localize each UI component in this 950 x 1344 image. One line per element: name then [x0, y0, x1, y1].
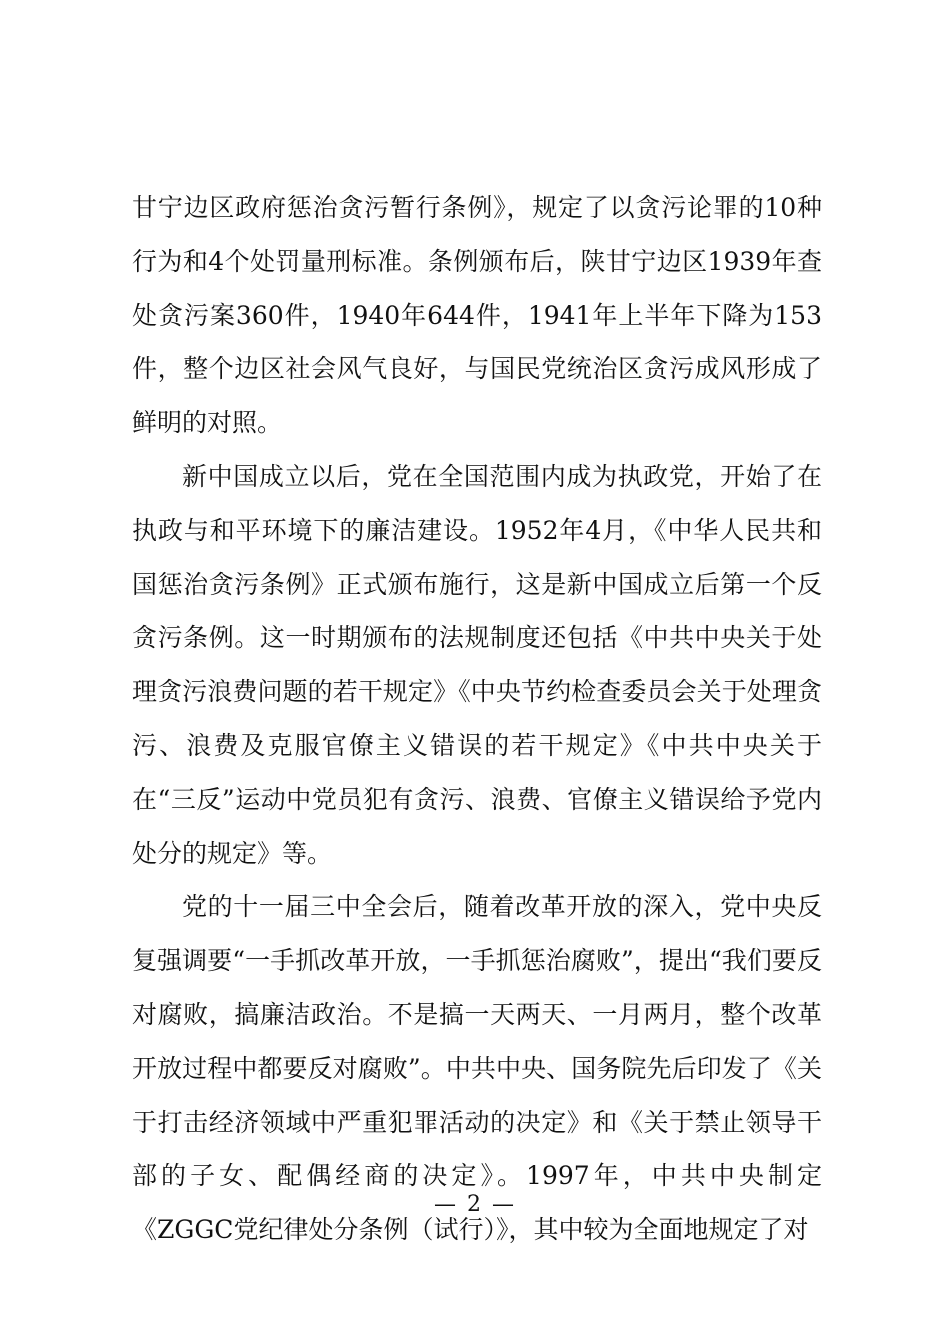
paragraph-3: 党的十一届三中全会后，随着改革开放的深入，党中央反复强调要“一手抓改革开放，一手抓惩治腐败”，提出“我们要反对腐败，搞廉洁政治。不是搞一天两天、一月两月，整个改革开放过程中都要反对腐败”。中共中央、国务院先后印发了《关于打击经济领域中严重犯罪活动的决定》和《关于禁止领导干部的子女、配偶经商的决定》。1997年，中共中央制定《ZGGC党纪律处分条例（试行）》，其中较为全面地规定了对	[132, 892, 822, 1245]
paragraph-2: 新中国成立以后，党在全国范围内成为执政党，开始了在执政与和平环境下的廉洁建设。1952年4月，《中华人民共和国惩治贪污条例》正式颁布施行，这是新中国成立后第一个反贪污条例。这一时期颁布的法规制度还包括《中共中央关于处理贪污浪费问题的若干规定》《中央节约检查委员会关于处理贪污、浪费及克服官僚主义错误的若干规定》《中共中央关于在“三反”运动中党员犯有贪污、浪费、官僚主义错误给予党内处分的规定》等。	[132, 461, 822, 868]
paragraph-1: 甘宁边区政府惩治贪污暂行条例》，规定了以贪污论罪的10种行为和4个处罚量刑标准。条例颁布后，陕甘宁边区1939年查处贪污案360件，1940年644件，1941年上半年下降为153件，整个边区社会风气良好，与国民党统治区贪污成风形成了鲜明的对照。	[132, 193, 822, 438]
page-number: — 2 —	[434, 1192, 516, 1217]
document-body	[132, 181, 822, 1257]
